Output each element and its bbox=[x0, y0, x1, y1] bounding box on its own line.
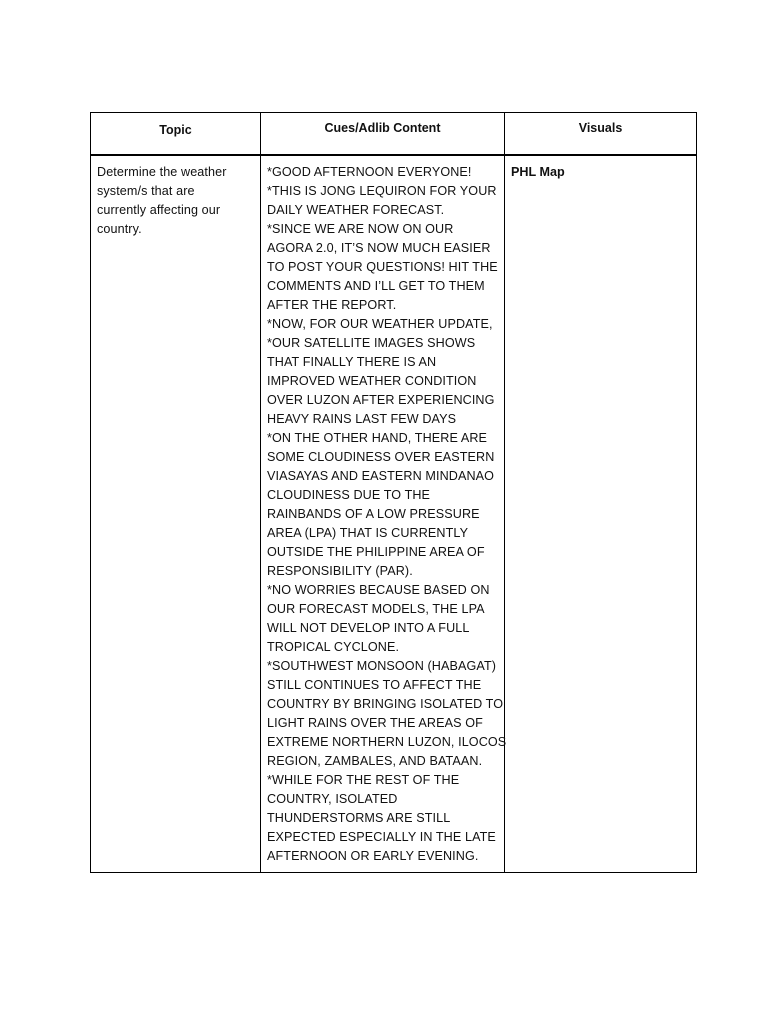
table-row bbox=[91, 155, 697, 873]
topic-line: system/s that are bbox=[97, 183, 195, 198]
header-topic: Topic bbox=[91, 113, 261, 155]
cue-line: IMPROVED WEATHER CONDITION bbox=[267, 373, 477, 388]
cue-line: DAILY WEATHER FORECAST. bbox=[267, 202, 445, 217]
cue-line: EXPECTED ESPECIALLY IN THE LATE bbox=[267, 829, 496, 844]
cue-line: *ON THE OTHER HAND, THERE ARE bbox=[267, 430, 488, 445]
cue-line: OUTSIDE THE PHILIPPINE AREA OF bbox=[267, 544, 485, 559]
cue-line: RESPONSIBILITY (PAR). bbox=[267, 563, 413, 578]
topic-line: Determine the weather bbox=[97, 164, 227, 179]
topic-line: country. bbox=[97, 221, 142, 236]
topic-line: currently affecting our bbox=[97, 202, 221, 217]
cue-line: SOME CLOUDINESS OVER EASTERN bbox=[267, 449, 495, 464]
cue-line: THAT FINALLY THERE IS AN bbox=[267, 354, 437, 369]
header-cues: Cues/Adlib Content bbox=[261, 113, 505, 155]
cue-line: CLOUDINESS DUE TO THE bbox=[267, 487, 431, 502]
cue-line: AGORA 2.0, IT’S NOW MUCH EASIER bbox=[267, 240, 491, 255]
cue-line: HEAVY RAINS LAST FEW DAYS bbox=[267, 411, 457, 426]
cue-line: *GOOD AFTERNOON EVERYONE! bbox=[267, 164, 472, 179]
header-visuals: Visuals bbox=[505, 113, 697, 155]
cue-line: COUNTRY BY BRINGING ISOLATED TO bbox=[267, 696, 504, 711]
cue-line: REGION, ZAMBALES, AND BATAAN. bbox=[267, 753, 483, 768]
cue-line: TO POST YOUR QUESTIONS! HIT THE bbox=[267, 259, 498, 274]
cue-line: AFTER THE REPORT. bbox=[267, 297, 397, 312]
cue-line: COUNTRY, ISOLATED bbox=[267, 791, 398, 806]
cue-line: AREA (LPA) THAT IS CURRENTLY bbox=[267, 525, 469, 540]
cue-line: *SINCE WE ARE NOW ON OUR bbox=[267, 221, 454, 236]
cue-line: THUNDERSTORMS ARE STILL bbox=[267, 810, 451, 825]
cue-line: COMMENTS AND I’LL GET TO THEM bbox=[267, 278, 485, 293]
cue-line: OVER LUZON AFTER EXPERIENCING bbox=[267, 392, 495, 407]
cue-line: WILL NOT DEVELOP INTO A FULL bbox=[267, 620, 470, 635]
visuals-label: PHL Map bbox=[511, 164, 565, 179]
cue-line: STILL CONTINUES TO AFFECT THE bbox=[267, 677, 482, 692]
cue-line: *SOUTHWEST MONSOON (HABAGAT) bbox=[267, 658, 497, 673]
cue-line: *NO WORRIES BECAUSE BASED ON bbox=[267, 582, 490, 597]
table-body bbox=[91, 155, 697, 873]
header-row bbox=[91, 113, 697, 155]
visuals-cell bbox=[505, 155, 697, 873]
cue-line: RAINBANDS OF A LOW PRESSURE bbox=[267, 506, 480, 521]
script-table bbox=[90, 112, 697, 873]
cue-line: AFTERNOON OR EARLY EVENING. bbox=[267, 848, 479, 863]
cue-line: *WHILE FOR THE REST OF THE bbox=[267, 772, 460, 787]
cue-line: TROPICAL CYCLONE. bbox=[267, 639, 400, 654]
table-header bbox=[91, 113, 697, 155]
cue-line: EXTREME NORTHERN LUZON, ILOCOS bbox=[267, 734, 507, 749]
cue-line: *THIS IS JONG LEQUIRON FOR YOUR bbox=[267, 183, 497, 198]
cue-line: *NOW, FOR OUR WEATHER UPDATE, bbox=[267, 316, 493, 331]
cue-line: LIGHT RAINS OVER THE AREAS OF bbox=[267, 715, 483, 730]
cue-line: *OUR SATELLITE IMAGES SHOWS bbox=[267, 335, 476, 350]
cue-line: OUR FORECAST MODELS, THE LPA bbox=[267, 601, 485, 616]
topic-cell bbox=[91, 155, 261, 873]
cue-line: VIASAYAS AND EASTERN MINDANAO bbox=[267, 468, 495, 483]
cues-cell bbox=[261, 155, 505, 873]
